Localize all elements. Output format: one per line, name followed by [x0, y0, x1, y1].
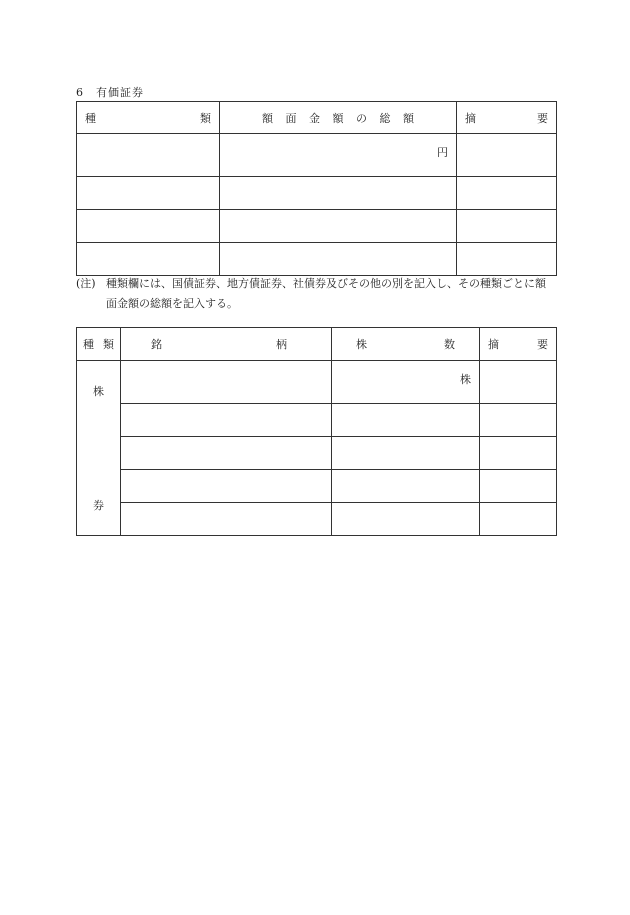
table-row: [77, 134, 557, 177]
cell-shares[interactable]: [332, 404, 480, 437]
kind-top-char: 株: [93, 385, 104, 398]
note-label: (注): [76, 277, 96, 290]
cell-remarks[interactable]: [480, 361, 557, 404]
table-row: [77, 177, 557, 210]
cell-brand[interactable]: [121, 361, 332, 404]
header-shares: 株 数: [332, 328, 480, 361]
table-row: [77, 470, 557, 503]
cell-remarks[interactable]: [457, 177, 557, 210]
note-text: 種類欄には、国債証券、地方債証券、社債券及びその他の別を記入し、その種類ごとに額面金額の総額を記入する。: [106, 277, 546, 310]
cell-amount[interactable]: [220, 210, 457, 243]
securities-table: [76, 101, 557, 276]
cell-shares[interactable]: 株: [332, 361, 480, 404]
table-row: [77, 437, 557, 470]
cell-kind[interactable]: [77, 134, 220, 177]
header-remarks: 摘 要: [457, 102, 557, 134]
stocks-table: [76, 327, 557, 536]
cell-shares[interactable]: [332, 470, 480, 503]
table-row: [77, 243, 557, 276]
cell-kind[interactable]: [77, 210, 220, 243]
cell-amount[interactable]: [220, 177, 457, 210]
cell-brand[interactable]: [121, 437, 332, 470]
table-row: [77, 210, 557, 243]
table-header-row: [77, 328, 557, 361]
cell-amount[interactable]: [220, 243, 457, 276]
table-row: [77, 361, 557, 404]
note: [76, 274, 556, 314]
header-remarks: 摘 要: [480, 328, 557, 361]
cell-remarks[interactable]: [480, 503, 557, 536]
cell-brand[interactable]: [121, 503, 332, 536]
cell-remarks[interactable]: [480, 404, 557, 437]
cell-kind[interactable]: [77, 243, 220, 276]
cell-brand[interactable]: [121, 470, 332, 503]
cell-remarks[interactable]: [480, 437, 557, 470]
header-kind: 種 類: [77, 328, 121, 361]
kind-bottom-char: 券: [93, 499, 104, 512]
cell-amount[interactable]: 円: [220, 134, 457, 177]
cell-remarks[interactable]: [457, 134, 557, 177]
cell-shares[interactable]: [332, 437, 480, 470]
cell-remarks[interactable]: [480, 470, 557, 503]
table-row: [77, 404, 557, 437]
header-brand: 銘 柄: [121, 328, 332, 361]
table-header-row: [77, 102, 557, 134]
cell-shares[interactable]: [332, 503, 480, 536]
section-title: 6 有価証券: [76, 86, 144, 99]
cell-brand[interactable]: [121, 404, 332, 437]
header-kind: 種 類: [77, 102, 220, 134]
cell-remarks[interactable]: [457, 210, 557, 243]
kind-stock-certificate: [77, 361, 121, 536]
header-face-amount-total: 額 面 金 額 の 総 額: [220, 102, 457, 134]
cell-remarks[interactable]: [457, 243, 557, 276]
cell-kind[interactable]: [77, 177, 220, 210]
table-row: [77, 503, 557, 536]
